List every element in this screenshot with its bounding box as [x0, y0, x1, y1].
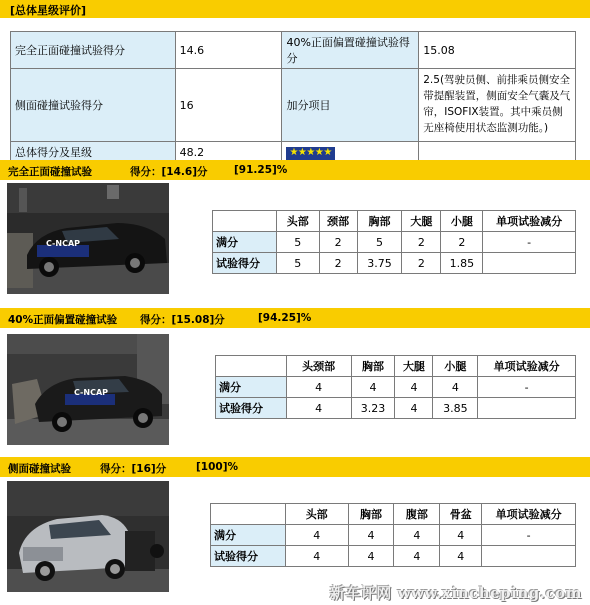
- table-cell: 3.85: [433, 398, 478, 419]
- section-frontal-score: 得分：[14.6]分: [130, 166, 208, 178]
- table-cell: 4: [395, 398, 433, 419]
- frontal-score-table: [212, 210, 576, 274]
- frontal-col-shin: 小腿: [441, 211, 483, 232]
- table-cell: 3.23: [351, 398, 395, 419]
- table-cell: 5: [357, 232, 402, 253]
- offset-crash-photo: [7, 334, 169, 445]
- table-cell: 4: [395, 377, 433, 398]
- section-side-percent: [100]%: [196, 461, 239, 473]
- table-cell: 4: [440, 546, 482, 567]
- table-cell: 5: [276, 232, 319, 253]
- table-cell: 2: [402, 232, 441, 253]
- total-score-value: 48.2: [175, 142, 282, 163]
- side-score-table: [210, 503, 576, 567]
- frontal-score-label: 完全正面碰撞试验得分: [11, 32, 176, 69]
- table-cell: 1.85: [441, 253, 483, 274]
- star-rating-icon: ★★★★★: [286, 147, 334, 160]
- table-cell: 2: [441, 232, 483, 253]
- side-col-chest: 胸部: [348, 504, 394, 525]
- table-cell: 4: [348, 546, 394, 567]
- table-cell: 4: [433, 377, 478, 398]
- section-side-score: 得分：[16]分: [100, 463, 167, 475]
- side-col-abdomen: 腹部: [394, 504, 440, 525]
- frontal-col-head: 头部: [276, 211, 319, 232]
- table-cell: 2: [319, 253, 357, 274]
- frontal-col-thigh: 大腿: [402, 211, 441, 232]
- table-cell: 4: [286, 398, 351, 419]
- offset-max-label: 满分: [216, 377, 287, 398]
- table-cell: 4: [394, 525, 440, 546]
- section-frontal-bar: [0, 160, 590, 180]
- offset-photo-logo: C-NCAP: [74, 388, 108, 397]
- side-max-label: 满分: [211, 525, 286, 546]
- table-cell: 4: [285, 546, 348, 567]
- side-max-row: [211, 525, 576, 546]
- side-score-value: 16: [175, 69, 282, 142]
- offset-score-table: [215, 355, 576, 419]
- section-offset-bar: [0, 308, 590, 328]
- frontal-header-row: [213, 211, 576, 232]
- table-cell: 2: [402, 253, 441, 274]
- total-score-label: 总体得分及星级: [11, 142, 176, 163]
- table-cell: 4: [351, 377, 395, 398]
- offset-test-row: [216, 398, 576, 419]
- side-col-deduction: 单项试验减分: [482, 504, 576, 525]
- frontal-header-blank: [213, 211, 277, 232]
- summary-row-side: [11, 69, 576, 142]
- offset-col-shin: 小腿: [433, 356, 478, 377]
- offset-header-row: [216, 356, 576, 377]
- bonus-description: 2.5(驾驶员侧、前排乘员侧安全带提醒装置，侧面安全气囊及气帘，ISOFIX装置。其中乘员侧无座椅使用状态监测功能。): [419, 69, 576, 142]
- offset-col-chest: 胸部: [351, 356, 395, 377]
- side-test-label: 试验得分: [211, 546, 286, 567]
- section-frontal-title: 完全正面碰撞试验: [8, 166, 92, 178]
- table-cell: [478, 398, 576, 419]
- table-cell: -: [482, 525, 576, 546]
- section-side-bar: [0, 457, 590, 477]
- offset-col-head-neck: 头颈部: [286, 356, 351, 377]
- summary-row-frontal: [11, 32, 576, 69]
- section-offset-percent: [94.25]%: [258, 312, 312, 324]
- offset-test-label: 试验得分: [216, 398, 287, 419]
- offset-score-value: 15.08: [419, 32, 576, 69]
- frontal-test-label: 试验得分: [213, 253, 277, 274]
- side-col-pelvis: 骨盆: [440, 504, 482, 525]
- header-bar: [0, 0, 590, 18]
- table-cell: 4: [285, 525, 348, 546]
- bonus-label: 加分项目: [282, 69, 419, 142]
- side-test-row: [211, 546, 576, 567]
- table-cell: [482, 546, 576, 567]
- frontal-col-neck: 颈部: [319, 211, 357, 232]
- table-cell: 2: [319, 232, 357, 253]
- section-frontal-percent: [91.25]%: [234, 164, 288, 176]
- side-header-row: [211, 504, 576, 525]
- offset-max-row: [216, 377, 576, 398]
- frontal-col-deduction: 单项试验减分: [483, 211, 576, 232]
- section-offset-score: 得分：[15.08]分: [140, 314, 225, 326]
- table-cell: -: [483, 232, 576, 253]
- table-cell: 4: [286, 377, 351, 398]
- side-header-blank: [211, 504, 286, 525]
- table-cell: -: [478, 377, 576, 398]
- offset-score-label: 40%正面偏置碰撞试验得分: [282, 32, 419, 69]
- offset-col-thigh: 大腿: [395, 356, 433, 377]
- frontal-col-chest: 胸部: [357, 211, 402, 232]
- side-col-head: 头部: [285, 504, 348, 525]
- site-watermark: 新车评网 www.xincheping.com: [329, 584, 582, 602]
- frontal-crash-photo: [7, 183, 169, 294]
- section-offset-title: 40%正面偏置碰撞试验: [8, 314, 118, 326]
- side-crash-photo: [7, 481, 169, 592]
- offset-header-blank: [216, 356, 287, 377]
- frontal-test-row: [213, 253, 576, 274]
- summary-table: [10, 31, 576, 163]
- section-side-title: 侧面碰撞试验: [8, 463, 71, 475]
- frontal-score-value: 14.6: [175, 32, 282, 69]
- table-cell: 5: [276, 253, 319, 274]
- table-cell: 4: [394, 546, 440, 567]
- frontal-max-label: 满分: [213, 232, 277, 253]
- frontal-max-row: [213, 232, 576, 253]
- side-score-label: 侧面碰撞试验得分: [11, 69, 176, 142]
- table-cell: [483, 253, 576, 274]
- table-cell: 4: [348, 525, 394, 546]
- table-cell: 4: [440, 525, 482, 546]
- offset-col-deduction: 单项试验减分: [478, 356, 576, 377]
- page-title: [总体星级评价]: [10, 4, 87, 17]
- frontal-photo-logo: C-NCAP: [46, 239, 80, 248]
- table-cell: 3.75: [357, 253, 402, 274]
